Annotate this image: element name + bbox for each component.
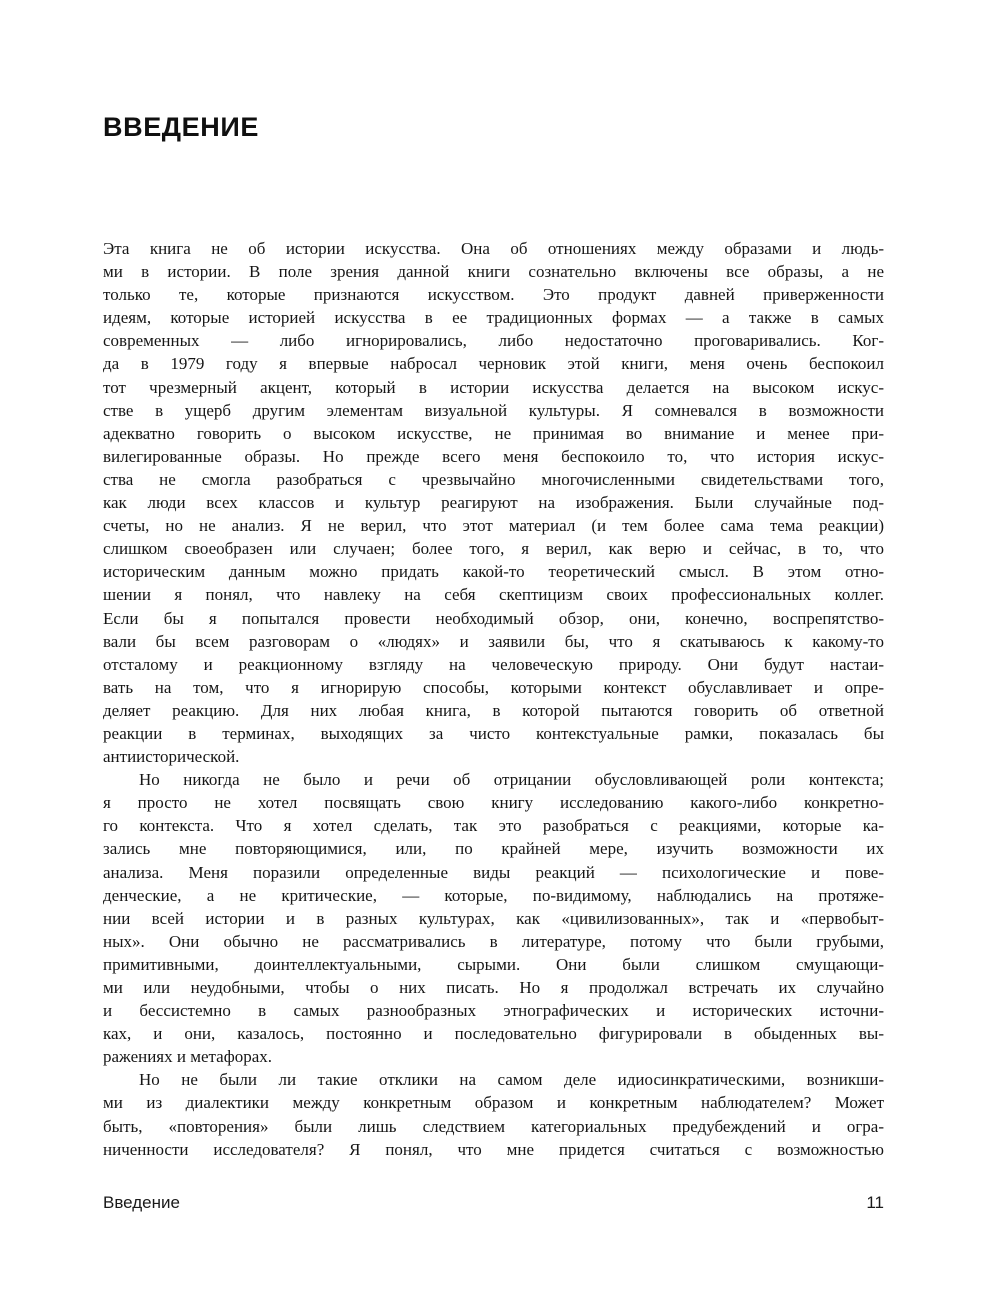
- text-line: современных — либо игнорировались, либо недостаточно проговаривались. Ког-: [103, 331, 884, 351]
- text-line: ных». Они обычно не рассматривались в литературе, потому что были грубыми,: [103, 931, 884, 951]
- page-title: ВВЕДЕНИЕ: [103, 112, 259, 142]
- text-line: идеям, которые историей искусства в ее традиционных формах — а также в самых: [103, 308, 884, 328]
- text-line: ми или неудобными, чтобы о них писать. Но я продолжал встречать их случайно: [103, 978, 884, 997]
- text-line: примитивными, доинтеллектуальными, сырыми. Они были слишком смущающи-: [103, 954, 884, 974]
- text-line: шении я понял, что навлеку на себя скептицизм своих профессиональных коллег.: [103, 585, 884, 605]
- text-line: реакции в терминах, выходящих за чисто контекстуальные рамки, показалась бы: [103, 723, 884, 743]
- text-line: вилегированные образы. Но прежде всего меня беспокоило то, что история искус-: [103, 446, 884, 466]
- text-line: ниченности исследователя? Я понял, что мне придется считаться с возможностью: [103, 1139, 884, 1159]
- text-line: счеты, но не анализ. Я не верил, что этот материал (и тем более сама тема реакции): [103, 516, 884, 536]
- text-line: го контекста. Что я хотел сделать, так это разобраться с реакциями, которые ка-: [103, 816, 884, 836]
- text-line: слишком своеобразен или случаен; более того, я верил, как верю и сейчас, в то, что: [103, 539, 884, 559]
- text-line: ми из диалектики между конкретным образом и конкретным наблюдателем? Может: [103, 1093, 884, 1113]
- text-line: антиисторической.: [103, 747, 240, 767]
- text-line: вать на том, что я игнорирую способы, которыми контекст обуславливает и опре-: [103, 677, 884, 697]
- text-line: деляет реакцию. Для них любая книга, в которой пытаются говорить об ответной: [103, 700, 884, 720]
- text-line: тот чрезмерный акцент, который в истории искусства делается на высоком искус-: [103, 377, 884, 397]
- text-line: ражениях и метафорах.: [103, 1047, 273, 1067]
- text-line: и бессистемно в самых разнообразных этнографических и исторических источни-: [103, 1001, 884, 1021]
- text-line: отсталому и реакционному взгляду на человеческую природу. Они будут настаи-: [103, 654, 884, 674]
- text-line: анализа. Меня поразили определенные виды реакций — психологические и пове-: [103, 862, 884, 882]
- text-line: ми в истории. В поле зрения данной книги сознательно включены все образы, а не: [103, 262, 884, 282]
- text-line: да в 1979 году я впервые набросал черновик этой книги, меня очень беспокоил: [103, 354, 884, 374]
- text-line: стве в ущерб другим элементам визуальной культуры. Я сомневался в возможности: [103, 400, 884, 420]
- body-text: [103, 237, 884, 1161]
- text-line: быть, «повторения» были лишь следствием категориальных предубеждений и огра-: [103, 1116, 884, 1136]
- text-line: Но не были ли такие отклики на самом деле идиосинкратическими, возникши-: [139, 1070, 884, 1090]
- text-line: ках, и они, казалось, постоянно и последовательно фигурировали в обыденных вы-: [103, 1024, 884, 1044]
- text-line: историческим данным можно придать какой-то теоретический смысл. В этом отно-: [103, 562, 884, 582]
- text-line: как люди всех классов и культур реагируют на изображения. Были случайные под-: [103, 493, 884, 513]
- text-line: денческие, а не критические, — которые, по-видимому, наблюдались на протяже-: [103, 885, 884, 905]
- footer-page-number: 11: [866, 1193, 884, 1212]
- text-line: Но никогда не было и речи об отрицании обусловливающей роли контекста;: [139, 770, 884, 790]
- paragraph: [103, 1068, 884, 1160]
- paragraph: [103, 768, 884, 1068]
- text-line: нии всей истории и в разных культурах, как «цивилизованных», так и «первобыт-: [103, 908, 884, 928]
- text-line: ства не смогла разобраться с чрезвычайно многочисленными свидетельствами того,: [103, 469, 884, 489]
- text-line: только те, которые признаются искусством. Это продукт давней приверженности: [103, 285, 884, 305]
- text-line: Эта книга не об истории искусства. Она об отношениях между образами и людь-: [103, 239, 884, 258]
- paragraph: [103, 237, 884, 768]
- text-line: вали бы всем разговорам о «людях» и заявили бы, что я скатываюсь к какому-то: [103, 631, 884, 651]
- text-line: адекватно говорить о высоком искусстве, не принимая во внимание и менее при-: [103, 423, 884, 443]
- text-line: зались мне повторяющимися, или, по крайней мере, изучить возможности их: [103, 839, 884, 859]
- text-line: я просто не хотел посвящать свою книгу исследованию какого-либо конкретно-: [103, 793, 884, 813]
- page-footer: [103, 1193, 884, 1213]
- footer-section-label: Введение: [103, 1193, 180, 1212]
- text-line: Если бы я попытался провести необходимый обзор, они, конечно, воспрепятство-: [103, 608, 884, 628]
